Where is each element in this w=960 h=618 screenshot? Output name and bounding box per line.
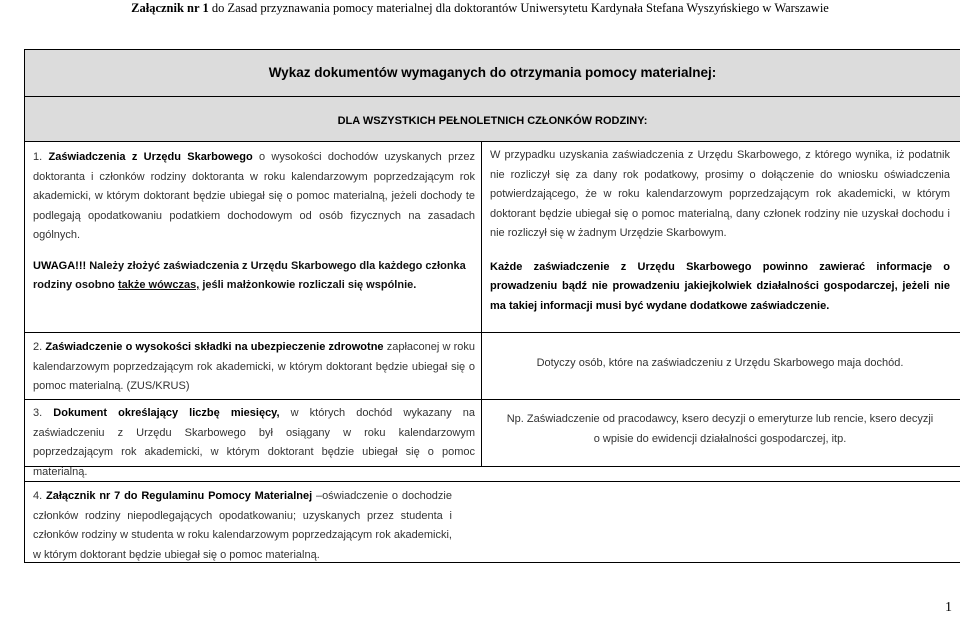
row-2-number: 2. [33, 341, 43, 353]
row-1-title: Zaświadczenia z Urzędu Skarbowego [48, 151, 253, 163]
row-2-title: Zaświadczenie o wysokości składki na ubezpieczenie zdrowotne [45, 341, 384, 353]
row-1-number: 1. [33, 151, 43, 163]
page-title: Wykaz dokumentów wymaganych do otrzymania pomocy materialnej: [25, 50, 960, 97]
warning-underline: także wówczas, [117, 279, 200, 291]
spacer-cell [25, 467, 960, 481]
section-subtitle: DLA WSZYSTKICH PEŁNOLETNICH CZŁONKÓW RODZINY: [25, 97, 960, 142]
row-4-title: Załącznik nr 7 do Regulaminu Pomocy Materialnej [46, 490, 313, 502]
header-text: do Zasad przyznawania pomocy materialnej dla doktorantów Uniwersytetu Kardynała Stefana Wyszyńskiego w Warszawie [208, 1, 829, 15]
row-3-text: w których dochód wykazany na zaświadczeniu z Urzędu Skarbowego był osiągany w roku kalendarzowym poprzedzającym rok akademicki, w którym doktorant będzie ubiegał się o pomoc materialną. [33, 407, 475, 478]
row-3-number: 3. [33, 407, 43, 419]
row-4-text: –oświadczenie o dochodzie członków rodziny niepodlegających opodatkowaniu; uzyskanych przez studenta i członków rodziny w studenta w roku kalendarzowym poprzedzającym rok akademicki, w którym doktorant będzie ubiegał się o pomoc materialną. [33, 490, 452, 561]
row-1-left [25, 142, 482, 332]
warning-text-b: jeśli małżonkowie rozliczali się wspólnie. [199, 279, 417, 291]
row-2-text: zapłaconej w roku kalendarzowym poprzedzającym rok akademicki, w którym doktorant będzie ubiegał się o pomoc materialną. (ZUS/KRUS) [33, 341, 475, 392]
row-3-title: Dokument określający liczbę miesięcy, [53, 407, 280, 419]
row-3-right [482, 400, 960, 466]
documents-table [24, 49, 960, 563]
table-row-2 [25, 333, 960, 400]
row-3-note-line-1: Np. Zaświadczenie od pracodawcy, ksero decyzji o emeryturze lub rencie, ksero decyzji [506, 413, 934, 425]
warning-label: UWAGA!!! [33, 259, 87, 272]
table-spacer [25, 467, 960, 482]
page-number: 1 [945, 600, 952, 615]
row-1-text: o wysokości dochodów uzyskanych przez doktoranta i członków rodziny doktoranta w roku kalendarzowym poprzedzającym rok akademicki, w którym doktorant będzie ubiegał się o pomoc materialną, jeżeli dochody te podlegają opodatkowaniu podatkiem dochodowym od osób fizycznych na zasadach ogólnych. [33, 151, 475, 241]
row-4-number: 4. [33, 490, 43, 502]
row-1-note-bold: Każde zaświadczenie z Urzędu Skarbowego powinno zawierać informacje o prowadzeniu bądź nie prowadzeniu jakiejkolwiek działalności gospodarczej, jeżeli nie ma takiej informacji musi być wydane dodatkowe zaświadczenie. [490, 260, 950, 312]
table-row-4 [25, 482, 960, 563]
warning-text-a: Należy złożyć zaświadczenia z Urzędu Skarbowego dla każdego członka rodziny osobno [33, 259, 466, 291]
row-1-description [33, 148, 475, 246]
row-1-warning [33, 257, 475, 296]
row-2-left [25, 333, 482, 399]
row-3-note-line-2: o wpisie do ewidencji działalności gospodarczej, itp. [593, 432, 847, 445]
row-1-right [482, 142, 960, 332]
document-header [0, 0, 960, 16]
row-3-left [25, 400, 482, 478]
row-4-cell [25, 482, 960, 562]
table-row-1 [25, 142, 960, 333]
table-row-3 [25, 400, 960, 478]
header-prefix: Załącznik nr 1 [131, 1, 209, 15]
row-2-right: Dotyczy osób, które na zaświadczeniu z Urzędu Skarbowego maja dochód. [482, 333, 960, 399]
row-1-note: W przypadku uzyskania zaświadczenia z Urzędu Skarbowego, z którego wynika, iż podatnik nie rozliczył się za dany rok podatkowy, prosimy o dołączenie do wniosku oświadczenia potwierdzającego, że w roku kalendarzowym poprzedzającym rok akademicki, w którym doktorant będzie ubiegał się o pomoc materialną, dany członek rodziny nie uzyskał dochodu i nie rozliczył się w żadnym Urzędzie Skarbowym. [490, 149, 950, 239]
